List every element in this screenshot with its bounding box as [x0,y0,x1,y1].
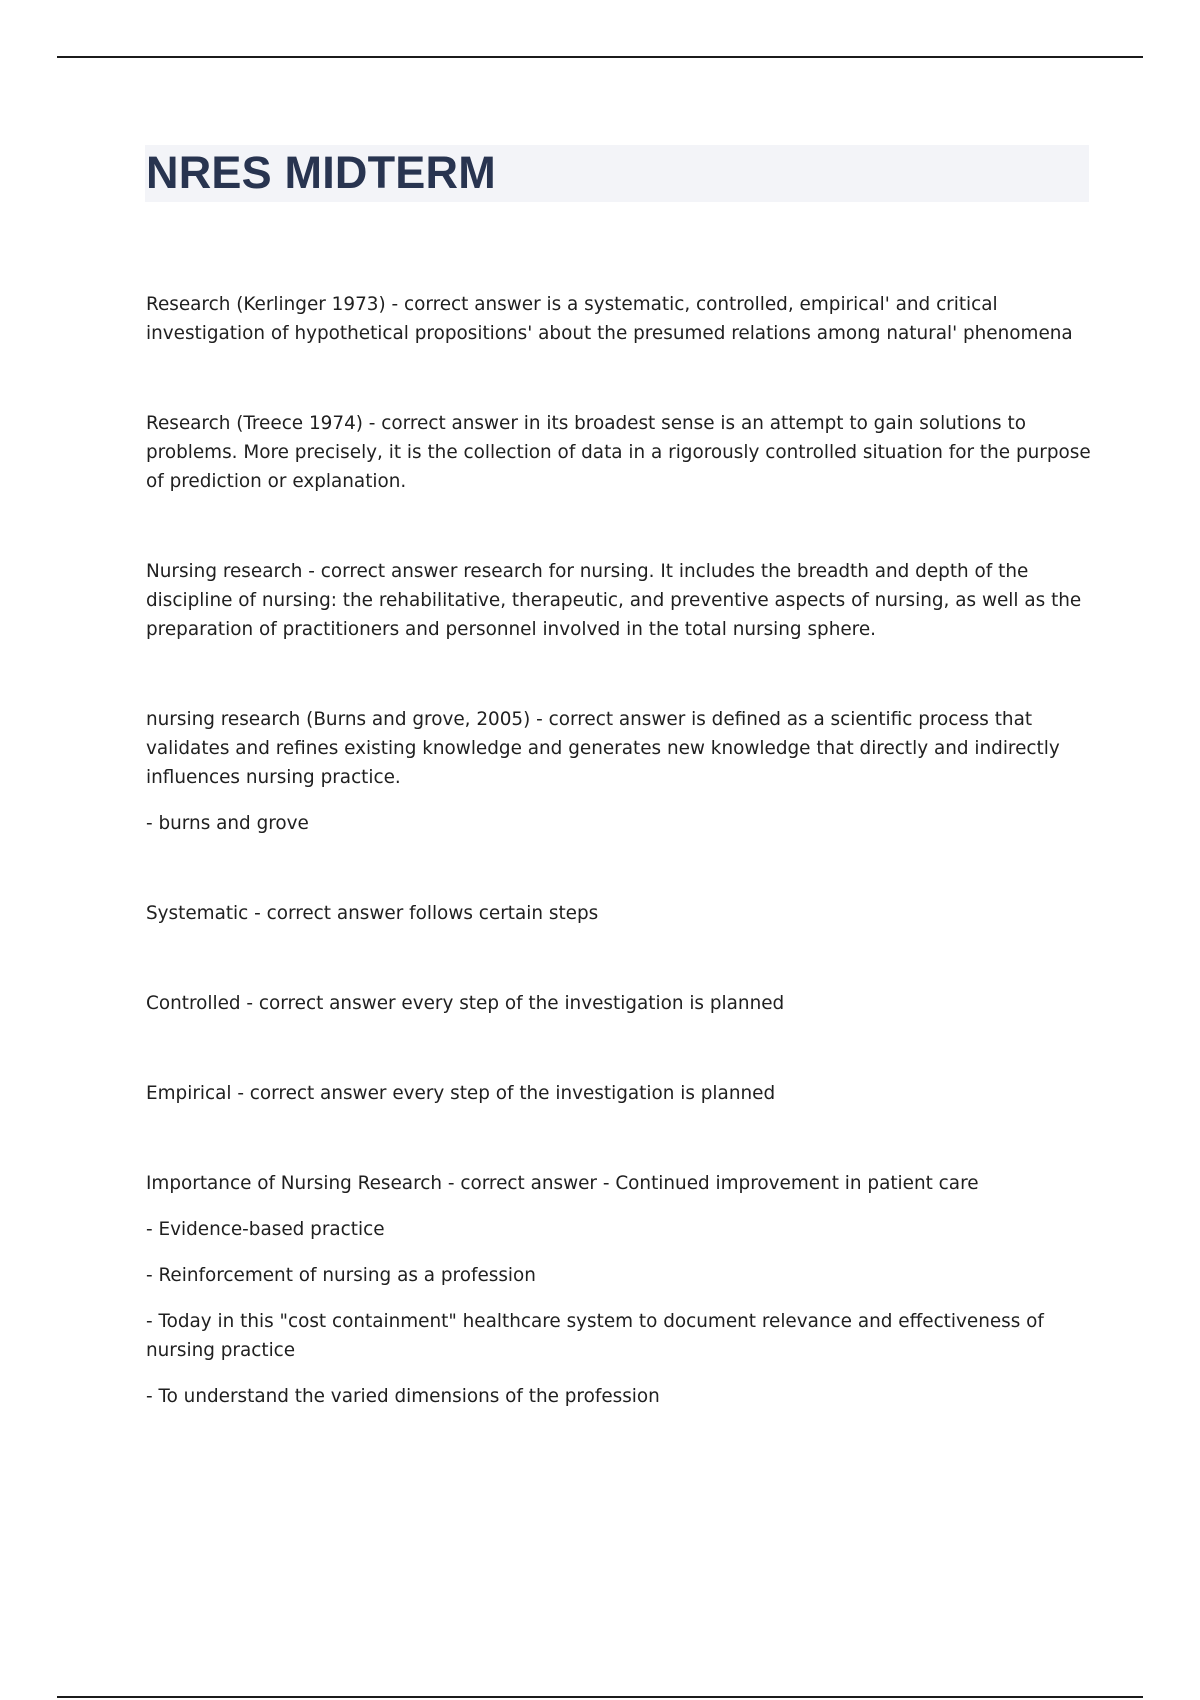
entry-text: Empirical - correct answer every step of the investigation is planned [146,1083,776,1104]
entry-text: Research (Treece 1974) - correct answer in its broadest sense is an attempt to gain solutions to problems. More precisely, it is the collection of data in a rigorously controlled situation for the purpose of prediction or explanation. [146,413,1091,492]
entry-subpoint: - To understand the varied dimensions of the profession [146,1386,660,1407]
entry-empirical [146,1079,1091,1108]
entry-nursing-research [146,557,1091,644]
entry-research-treece [146,409,1091,496]
document-body [146,290,1091,1411]
entry-subpoint: - Evidence-based practice [146,1219,385,1240]
page-title: NRES MIDTERM [146,147,496,198]
entry-controlled [146,989,1091,1018]
entry-systematic [146,899,1091,928]
entry-research-kerlinger [146,290,1091,348]
entry-text: Importance of Nursing Research - correct answer - Continued improvement in patient care [146,1173,979,1194]
entry-subpoint: - Reinforcement of nursing as a profession [146,1265,536,1286]
entry-subpoint: - burns and grove [146,813,309,834]
entry-text: Controlled - correct answer every step of the investigation is planned [146,993,785,1014]
entry-importance-of-nursing-research [146,1169,1091,1411]
entry-text: Nursing research - correct answer research for nursing. It includes the breadth and depth of the discipline of nursing: the rehabilitative, therapeutic, and preventive aspects of nursing, as well as the preparation of practitioners and personnel involved in the total nursing sphere. [146,561,1082,640]
entry-subpoint: - Today in this "cost containment" healthcare system to document relevance and effectiveness of nursing practice [146,1311,1044,1361]
entry-text: Research (Kerlinger 1973) - correct answer is a systematic, controlled, empirical' and critical investigation of hypothetical propositions' about the presumed relations among natural' phenomena [146,294,1073,344]
entry-text: nursing research (Burns and grove, 2005) - correct answer is defined as a scientific process that validates and refines existing knowledge and generates new knowledge that directly and indirectly influences nursing practice. [146,709,1060,788]
entry-text: Systematic - correct answer follows certain steps [146,903,599,924]
top-rule [57,56,1143,58]
bottom-rule [57,1696,1143,1698]
entry-nursing-research-burns-grove [146,705,1091,838]
